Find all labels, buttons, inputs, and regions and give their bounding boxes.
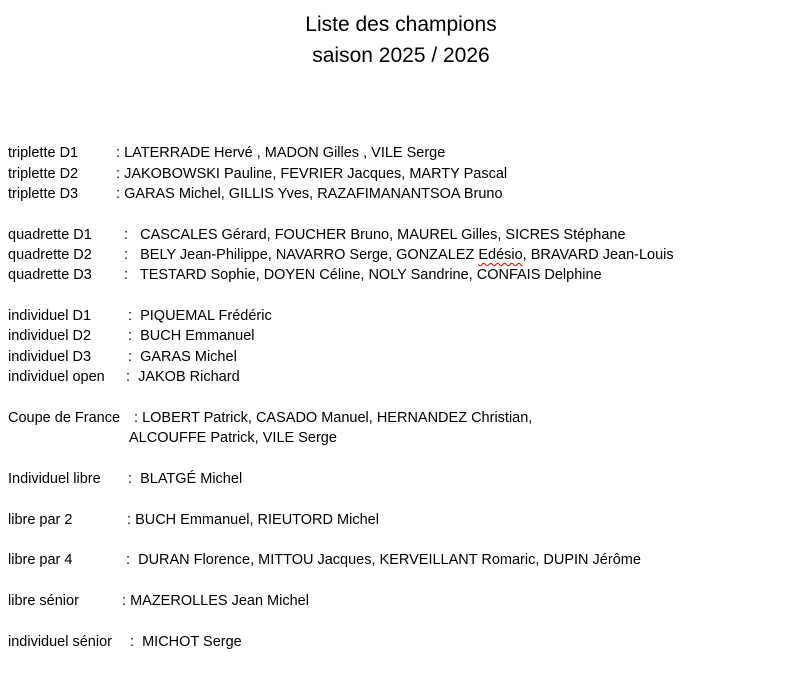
separator: : [116,166,125,182]
champion-names [126,367,240,387]
category-label: libre par 4 [8,552,73,568]
champion-names [122,591,309,611]
names-text: JAKOBOWSKI Pauline, FEVRIER Jacques, MARTY Pascal [124,166,508,182]
category-label: individuel D2 [8,328,92,344]
category-label: quadrette D2 [8,247,92,263]
names-text: PIQUEMAL Frédéric [140,308,272,324]
names-text: MICHOT Serge [142,634,242,650]
champion-names [116,143,445,163]
names-text: BUCH Emmanuel [140,328,255,344]
separator: : [130,634,143,650]
names-text: JAKOB Richard [138,369,240,385]
names-text: GARAS Michel, GILLIS Yves, RAZAFIMANANTSOA Bruno [124,186,503,202]
separator: : [134,410,143,426]
champion-names [128,347,237,367]
category-label: libre par 2 [8,512,73,528]
names-text: MAZEROLLES Jean Michel [130,593,309,609]
separator: : [126,552,139,568]
separator: : [126,369,139,385]
champion-names [128,326,255,346]
champion-names [128,306,272,326]
separator: : [127,512,136,528]
names-text: BLATGÉ Michel [140,471,243,487]
separator: : [116,186,125,202]
category-label: individuel open [8,369,105,385]
champion-names [116,164,507,184]
separator: : [128,308,141,324]
category-label: triplette D1 [8,145,79,161]
champion-names [124,265,602,285]
names-text-end: , BRAVARD Jean-Louis [522,247,674,263]
separator: : [128,471,141,487]
separator: : [122,593,131,609]
names-text: DURAN Florence, MITTOU Jacques, KERVEILLANT Romaric, DUPIN Jérôme [138,552,641,568]
names-text-start: BELY Jean-Philippe, NAVARRO Serge, GONZALEZ [140,247,479,263]
separator: : [124,227,141,243]
names-text: GARAS Michel [140,349,237,365]
category-label: quadrette D3 [8,267,92,283]
separator: : [128,328,141,344]
separator: : [124,267,140,283]
document-title-line-2: saison 2025 / 2026 [312,44,490,67]
names-text: TESTARD Sophie, DOYEN Céline, NOLY Sandrine, CONFAIS Delphine [139,267,602,283]
names-text: CASCALES Gérard, FOUCHER Bruno, MAUREL Gilles, SICRES Stéphane [140,227,626,243]
category-label: Individuel libre [8,471,101,487]
champion-names [124,245,674,265]
champion-names [128,469,242,489]
category-label: quadrette D1 [8,227,92,243]
category-label: triplette D2 [8,166,79,182]
separator: : [124,247,141,263]
category-label: individuel D1 [8,308,92,324]
document-title-line-1: Liste des champions [305,13,497,36]
champion-names [127,510,379,530]
category-label: triplette D3 [8,186,79,202]
champion-names [130,632,242,652]
names-text: BUCH Emmanuel, RIEUTORD Michel [135,512,379,528]
category-label: Coupe de France [8,410,121,426]
category-label: individuel sénior [8,634,112,650]
names-text: LATERRADE Hervé , MADON Gilles , VILE Serge [124,145,446,161]
champion-names-line-1 [134,408,532,428]
champion-names-line-2: ALCOUFFE Patrick, VILE Serge [129,430,337,446]
champion-names [124,225,626,245]
category-label: individuel D3 [8,349,92,365]
spellcheck-flagged-word: Edésio [478,247,523,263]
category-label: libre sénior [8,593,79,609]
champion-names [126,550,641,570]
separator: : [116,145,125,161]
separator: : [128,349,141,365]
names-text: LOBERT Patrick, CASADO Manuel, HERNANDEZ Christian, [142,410,533,426]
champion-names [116,184,503,204]
